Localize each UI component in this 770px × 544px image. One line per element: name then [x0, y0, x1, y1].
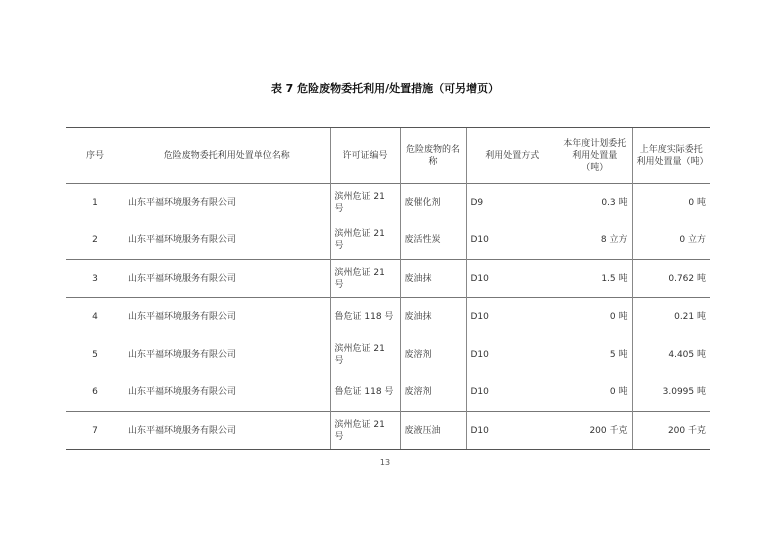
cell-plan: 8 立方 [600, 235, 628, 246]
cell-method: D10 [466, 260, 558, 298]
table-row [66, 374, 710, 412]
header-plan-amount: 本年度计划委托利用处置量（吨） [558, 128, 632, 184]
cell-method: D10 [466, 412, 558, 450]
cell-seq: 3 [66, 260, 124, 298]
table-row [66, 336, 710, 374]
table-row [66, 260, 710, 298]
cell-company: 山东平福环境服务有限公司 [124, 184, 330, 222]
cell-seq: 7 [66, 412, 124, 450]
cell-permit: 滨州危证 21 号 [330, 222, 400, 260]
cell-permit: 鲁危证 118 号 [330, 374, 400, 412]
cell-waste-name: 废活性炭 [400, 222, 466, 260]
cell-waste-name: 废液压油 [400, 412, 466, 450]
header-permit: 许可证编号 [330, 128, 400, 184]
cell-method: D10 [466, 374, 558, 412]
header-waste-name: 危险废物的名称 [400, 128, 466, 184]
cell-company: 山东平福环境服务有限公司 [124, 298, 330, 336]
cell-company: 山东平福环境服务有限公司 [124, 260, 330, 298]
cell-method: D10 [466, 336, 558, 374]
cell-actual: 0 立方 [632, 222, 710, 260]
cell-seq: 5 [92, 349, 98, 360]
cell-method: D9 [466, 184, 558, 222]
cell-permit: 滨州危证 21 号 [330, 412, 400, 450]
cell-plan: 200 千克 [558, 412, 632, 450]
cell-plan: 0.3 吨 [558, 184, 632, 222]
cell-seq: 1 [66, 184, 124, 222]
cell-actual: 3.0995 吨 [632, 374, 710, 412]
cell-actual: 200 千克 [632, 412, 710, 450]
cell-waste-name: 废催化剂 [400, 184, 466, 222]
hazardous-waste-table [66, 127, 710, 450]
table-row [66, 222, 710, 260]
cell-waste-name: 废溶剂 [400, 374, 466, 412]
cell-actual: 0.762 吨 [632, 260, 710, 298]
cell-permit: 滨州危证 21 号 [330, 260, 400, 298]
table-title: 表 7 危险废物委托利用/处置措施（可另增页） [270, 82, 500, 95]
header-seq: 序号 [66, 128, 124, 184]
page-number: 13 [379, 458, 391, 467]
cell-plan: 5 吨 [609, 349, 628, 360]
cell-company: 山东平福环境服务有限公司 [128, 387, 237, 398]
header-actual-amount: 上年度实际委托利用处置量（吨） [632, 128, 710, 184]
cell-method: D10 [466, 222, 558, 260]
cell-actual: 4.405 吨 [632, 336, 710, 374]
cell-seq: 2 [92, 235, 98, 246]
cell-company: 山东平福环境服务有限公司 [128, 349, 237, 360]
cell-waste-name: 废油抹 [400, 260, 466, 298]
cell-actual: 0.21 吨 [632, 298, 710, 336]
table-row [66, 184, 710, 222]
cell-actual: 0 吨 [632, 184, 710, 222]
cell-permit: 滨州危证 21 号 [330, 336, 400, 374]
table-row [66, 412, 710, 450]
table-header-row [66, 128, 710, 184]
cell-method: D10 [466, 298, 558, 336]
cell-waste-name: 废油抹 [400, 298, 466, 336]
cell-company: 山东平福环境服务有限公司 [128, 235, 237, 246]
cell-permit: 鲁危证 118 号 [330, 298, 400, 336]
table-row [66, 298, 710, 336]
cell-plan: 0 吨 [609, 387, 628, 398]
header-method: 利用处置方式 [466, 128, 558, 184]
cell-plan: 0 吨 [558, 298, 632, 336]
cell-seq: 6 [92, 387, 98, 398]
cell-waste-name: 废溶剂 [400, 336, 466, 374]
cell-permit: 滨州危证 21 号 [330, 184, 400, 222]
cell-plan: 1.5 吨 [558, 260, 632, 298]
header-company: 危险废物委托利用处置单位名称 [124, 128, 330, 184]
cell-seq: 4 [66, 298, 124, 336]
cell-company: 山东平福环境服务有限公司 [124, 412, 330, 450]
